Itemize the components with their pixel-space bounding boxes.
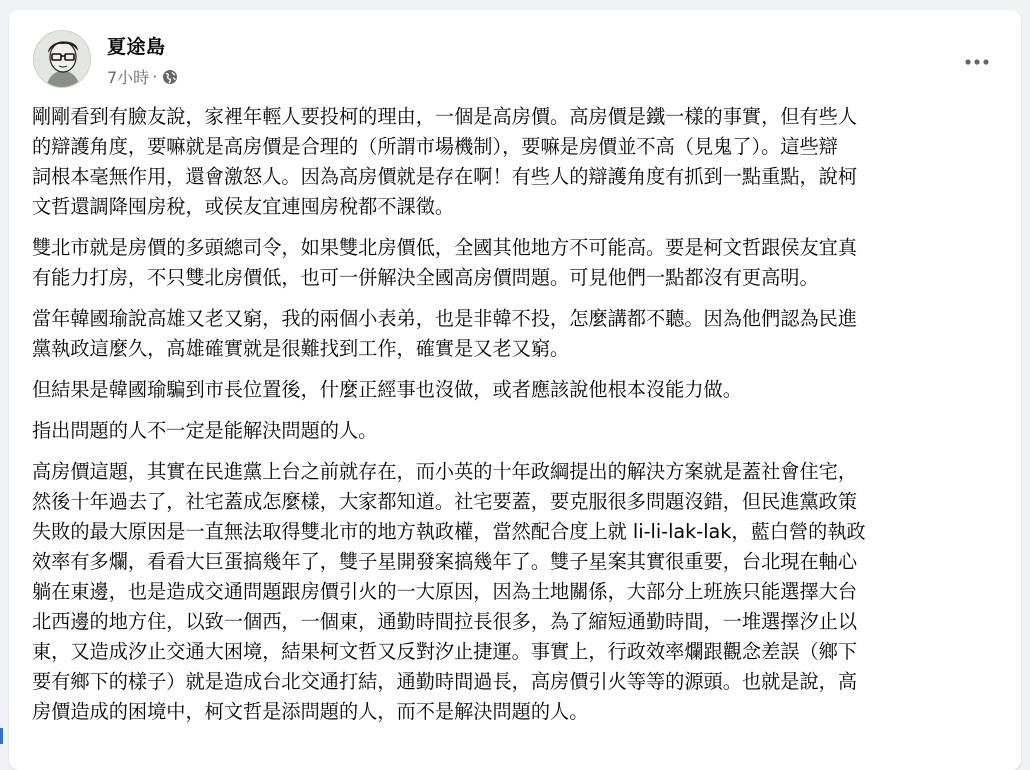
text-line: 要有鄉下的樣子）就是造成台北交通打結，通勤時間過長，高房價引火等等的源頭。也就是說，高 xyxy=(32,670,858,693)
text-line: 詞根本毫無作用，還會激怒人。因為高房價就是存在啊！有些人的辯護角度有抓到一點重點，說柯 xyxy=(32,165,858,188)
avatar-illustration xyxy=(34,31,91,88)
text-line: 雙北市就是房價的多頭總司令，如果雙北房價低，全國其他地方不可能高。要是柯文哲跟侯友宜真 xyxy=(32,236,858,259)
text-line: 文哲還調降囤房稅，或侯友宜連囤房稅都不課徵。 xyxy=(32,195,455,218)
globe-icon xyxy=(162,69,178,85)
text-line: 躺在東邊，也是造成交通問題跟房價引火的一大原因，因為土地關係，大部分上班族只能選擇大台 xyxy=(32,580,858,603)
avatar[interactable] xyxy=(33,30,91,88)
text-line: 高房價這題，其實在民進黨上台之前就存在，而小英的十年政綱提出的解決方案就是蓋社會住宅， xyxy=(32,460,858,483)
more-options-button[interactable] xyxy=(959,44,995,80)
text-line: 東，又造成汐止交通大困境，結果柯文哲又反對汐止捷運。事實上，行政效率爛跟觀念差誤（鄉下 xyxy=(32,640,858,663)
author-name[interactable]: 夏途島 xyxy=(107,36,166,58)
post-body xyxy=(32,102,1012,738)
text-line: 指出問題的人不一定是能解決問題的人。 xyxy=(32,419,378,442)
post-meta xyxy=(107,65,178,88)
more-horizontal-icon xyxy=(964,58,990,66)
text-line: 有能力打房，不只雙北房價低，也可一併解決全國高房價問題。可見他們一點都沒有更高明。 xyxy=(32,266,819,289)
text-line: 失敗的最大原因是一直無法取得雙北市的地方執政權，當然配合度上就 li-li-lak-lak，藍白營的執政 xyxy=(32,520,866,543)
text-line: 然後十年過去了，社宅蓋成怎麼樣，大家都知道。社宅要蓋，要克服很多問題沒錯，但民進黨政策 xyxy=(32,490,858,513)
paragraph xyxy=(32,457,1012,727)
post-card xyxy=(9,10,1021,770)
focus-edge-marker xyxy=(0,728,3,744)
text-line: 北西邊的地方住，以致一個西，一個東，通勤時間拉長很多，為了縮短通勤時間，一堆選擇汐止以 xyxy=(32,610,858,633)
meta-separator: · xyxy=(152,67,158,86)
text-line: 的辯護角度，要嘛就是高房價是合理的（所謂市場機制），要嘛是房價並不高（見鬼了）。這些辯 xyxy=(32,135,838,158)
text-line: 剛剛看到有臉友說，家裡年輕人要投柯的理由，一個是高房價。高房價是鐵一樣的事實，但有些人 xyxy=(32,105,858,128)
text-line: 但結果是韓國瑜騙到市長位置後，什麼正經事也沒做，或者應該說他根本沒能力做。 xyxy=(32,378,742,401)
text-line: 效率有多爛，看看大巨蛋搞幾年了，雙子星開發案搞幾年了。雙子星案其實很重要，台北現在軸心 xyxy=(32,550,858,573)
paragraph xyxy=(32,304,1012,364)
text-line: 房價造成的困境中，柯文哲是添問題的人，而不是解決問題的人。 xyxy=(32,700,589,723)
post-header xyxy=(31,30,1001,92)
text-line: 黨執政這麼久，高雄確實就是很難找到工作，確實是又老又窮。 xyxy=(32,337,570,360)
paragraph xyxy=(32,375,1012,405)
paragraph xyxy=(32,102,1012,222)
text-line: 當年韓國瑜說高雄又老又窮，我的兩個小表弟，也是非韓不投，怎麼講都不聽。因為他們認為民進 xyxy=(32,307,858,330)
paragraph xyxy=(32,233,1012,293)
post-time[interactable]: 7小時 xyxy=(107,68,150,87)
paragraph xyxy=(32,416,1012,446)
